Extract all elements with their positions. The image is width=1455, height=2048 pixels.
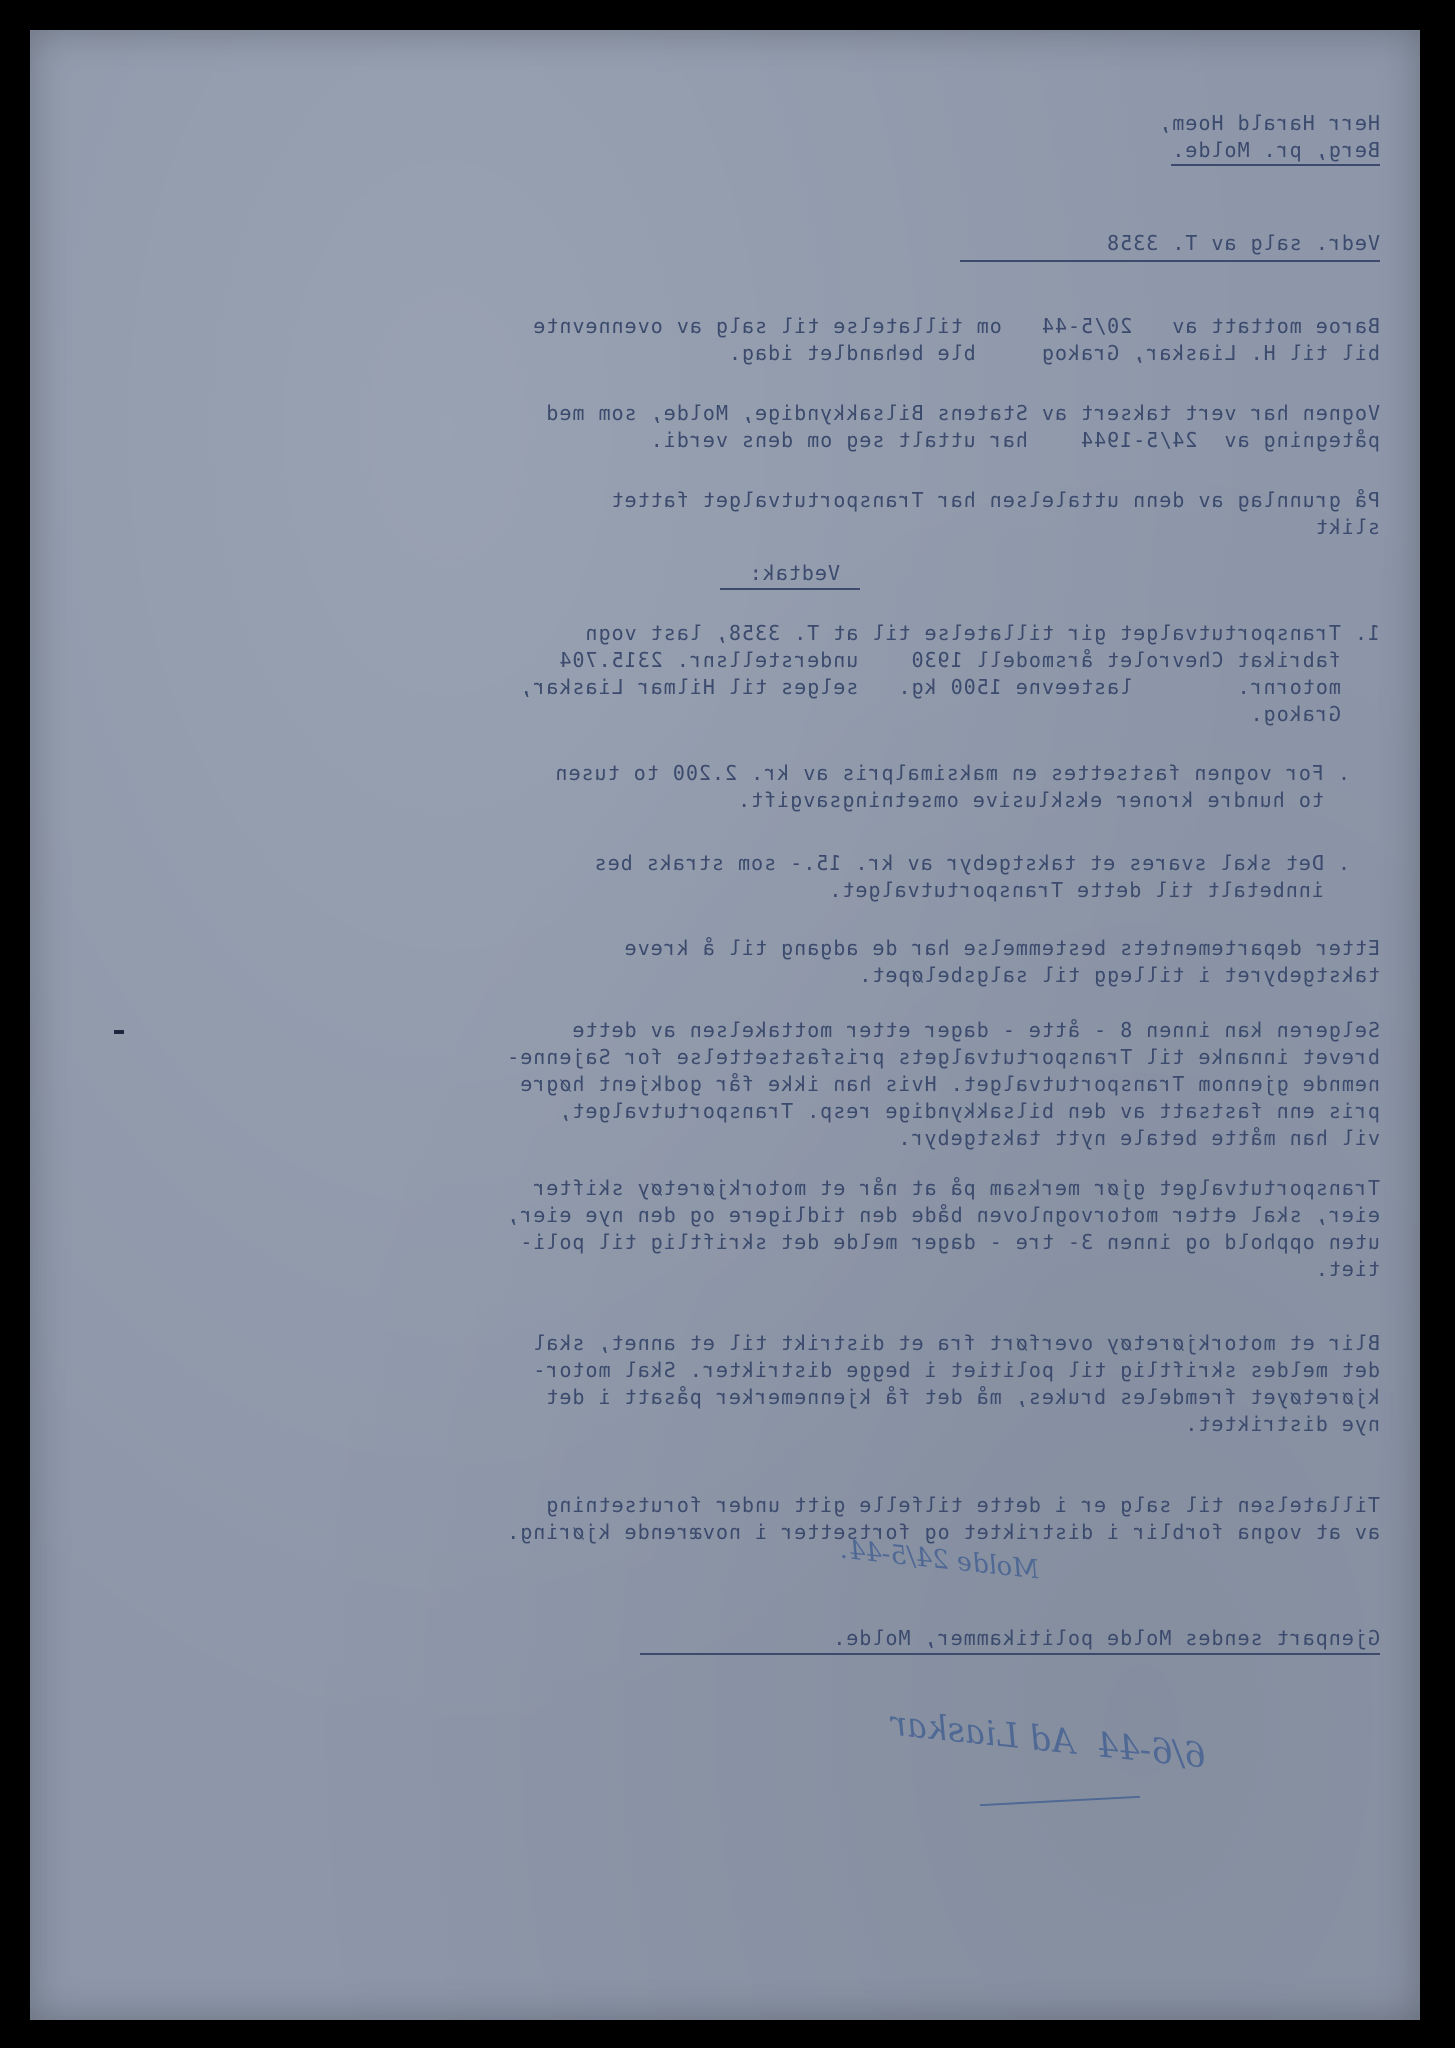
heading-underline <box>720 588 860 590</box>
intro-line-8: slikt <box>1314 515 1380 539</box>
document-page <box>30 30 1420 2020</box>
body-paragraph-2: Selgeren kan innen 8 - åtte - dager etter mottakelsen av dette brevet innanke til Transportutvalgets prisfastsettelse for Sajenne- nemnde gjennom Transportutvalget. Hvis han ikke får godkjent høgre pris enn fastsatt av den bilsakkyndige resp. Transportutvalget, vil han måtte betale nytt takstgebyr. <box>506 1018 1380 1150</box>
recipient-place: Berg, pr. Molde. <box>1171 137 1380 166</box>
intro-line-4: Vognen har vert taksert av Statens Bilsakkyndige, Molde, som med <box>545 401 1380 425</box>
subject-underline <box>960 260 1380 262</box>
mirrored-carbon-copy <box>30 30 1420 2020</box>
intro-line-7: På grunnlag av denn uttalelsen har Transportutvalget fattet <box>610 488 1380 512</box>
resolution-item-1: 1. Transportutvalget gir tillatelse til at T. 3358, last vogn fabrikat Chevrolet årsmodell 1930 understellsnr. 2315.704 motornr. lasteevne 1500 kg. selges til Hilmar Liaskar, Grakog. <box>519 621 1380 726</box>
body-paragraph-4: Blir et motorkjøretøy overført fra et distrikt til et annet, skal det meldes skriftlig til politiet i begge distrikter. Skal motor- kjøretøyet fremdeles brukes, må det få kjennemerker påsatt i det nye distriktet. <box>532 1331 1380 1436</box>
body-paragraph-5: Tillatelsen til salg er i dette tilfelle gitt under forutsetning av at vogna forblir i distriktet og fortsetter i noværende kjøring. <box>506 1493 1380 1544</box>
resolution-item-2: . For vognen fastsettes en maksimalpris av kr. 2.200 to tusen to hundre kroner eksklusive omsetningsavgift. <box>554 761 1350 812</box>
handwritten-signature: 6/6-44 Ad Liaskar <box>888 1703 1208 1777</box>
intro-line-1: Baroe mottatt av 20/5-44 om tillatelse til salg av ovennevnte <box>532 314 1380 338</box>
resolution-heading: Vedtak: <box>748 561 840 585</box>
copy-note: Gjenpart sendes Molde politikammer, Molde. <box>832 1626 1380 1650</box>
body-paragraph-1: Etter departementets bestemmelse har de adgang til å kreve takstgebyret i tillegg til salgsbeløpet. <box>623 936 1380 987</box>
subject-line: Vedr. salg av T. 3358 <box>1106 231 1380 255</box>
resolution-item-3: . Det skal svares et takstgebyr av kr. 15.- som straks bes innbetalt til dette Transportutvalget. <box>593 851 1350 902</box>
body-paragraph-3: Transportutvalget gjør merksam på at når et motorkjøretøy skifter eier, skal etter motorvognloven både den tidligere og den nye eier, uten opphold og innen 3- tre - dager melde det skriftlig til poli- tiet. <box>506 1176 1380 1281</box>
intro-line-5: påtegning av 24/5-1944 har uttalt seg om dens verdi. <box>649 428 1380 452</box>
handwritten-date: Molde 24/5-44. <box>838 1534 1041 1586</box>
margin-mark <box>114 1030 124 1034</box>
intro-line-2: bil til H. Liaskar, Grakog ble behandlet idag. <box>727 341 1380 365</box>
recipient-name: Herr Harald Hoem, <box>1158 111 1380 135</box>
copy-note-underline <box>640 1653 1380 1655</box>
